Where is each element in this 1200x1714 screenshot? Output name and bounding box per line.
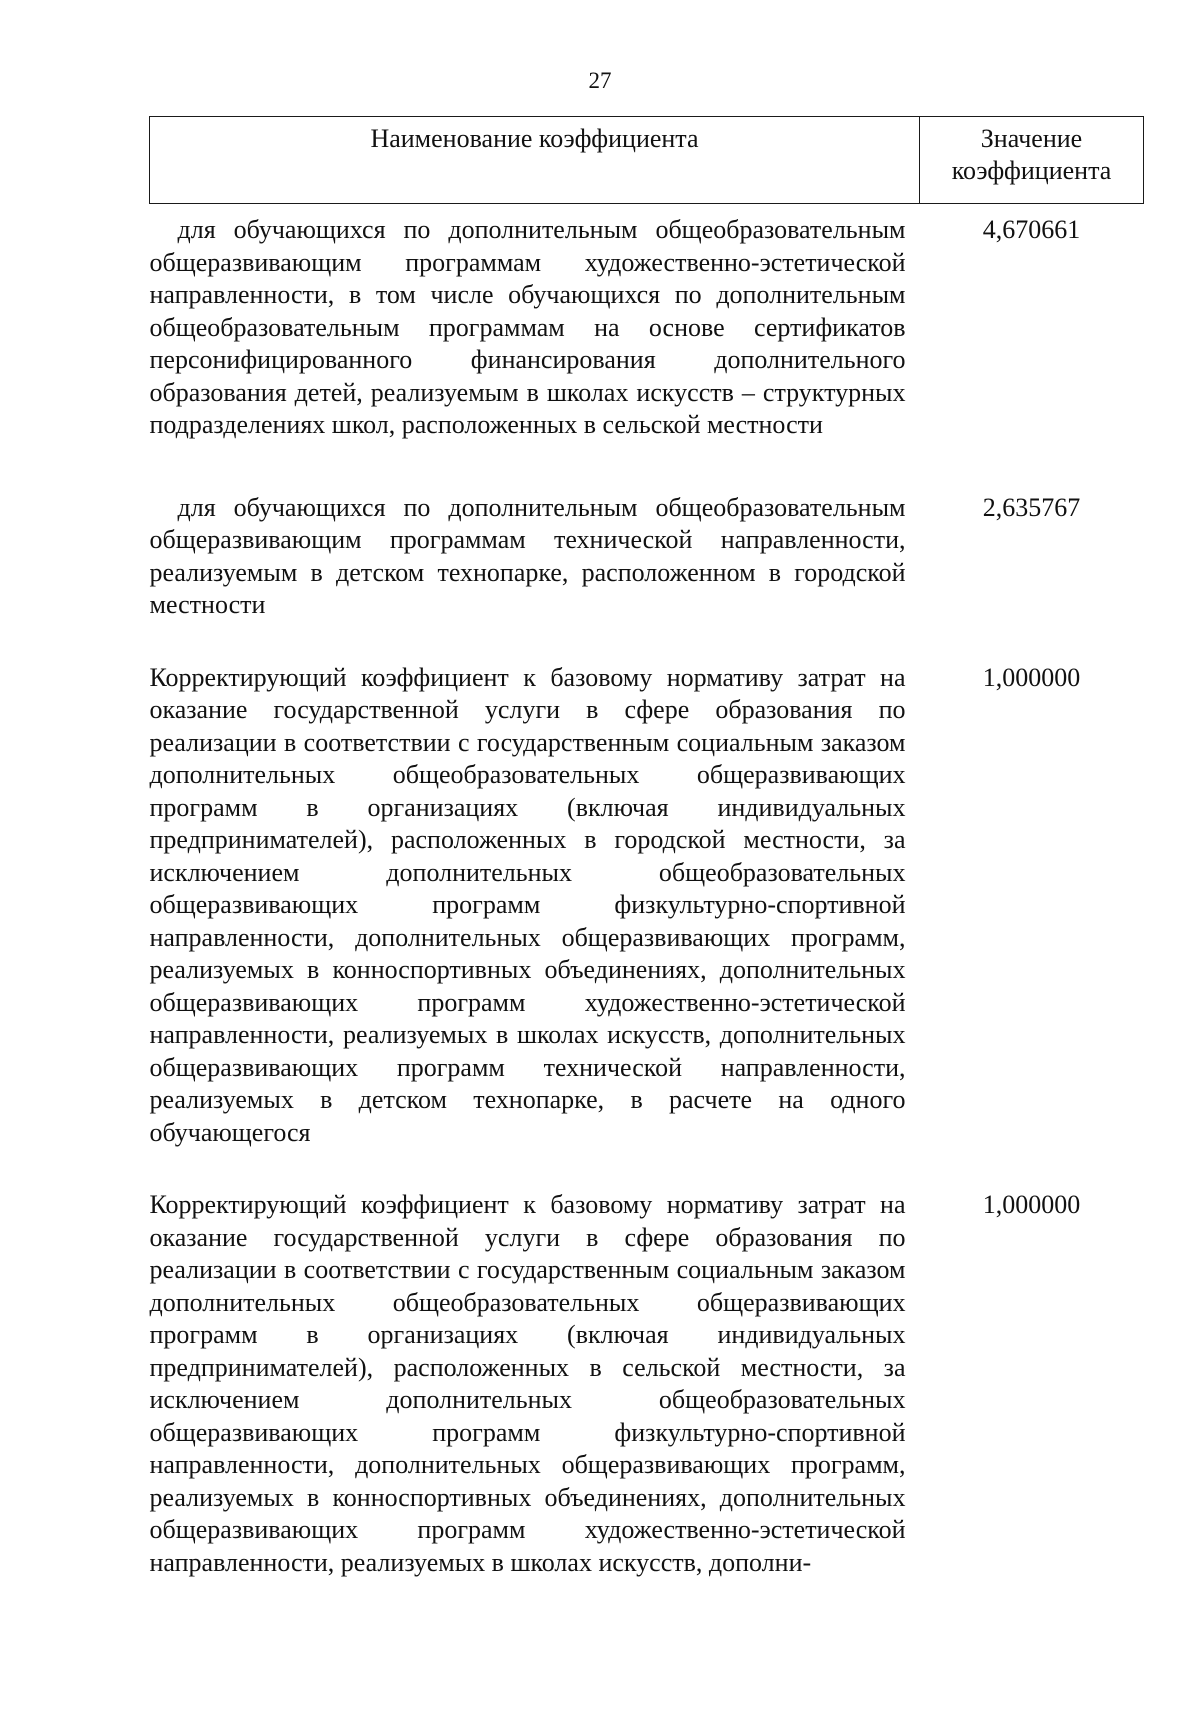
coefficient-value: 1,000000: [982, 662, 1081, 692]
table-header-row: [150, 117, 1144, 204]
coefficient-value: 4,670661: [982, 215, 1081, 244]
coefficient-description: для обучающихся по дополнительным общеобразовательным общеразвивающим программам технической направленности, реализуемым в детском технопарке, расположенном в городской местности: [149, 492, 906, 619]
header-coefficient-value: Значение коэффициента: [920, 117, 1144, 204]
page-number: 27: [588, 68, 612, 93]
table-row: [150, 1189, 1144, 1579]
table-row: [150, 662, 1144, 1150]
coefficient-description: Корректирующий коэффициент к базовому нормативу затрат на оказание государственной услуги в сфере образования по реализации в соответствии с государственным социальным заказом дополнительных общеобразовательных общеразвивающих программ в организациях (включая индивидуальных предпринимателей), расположенных в городской местности, за исключением дополнительных общеобразовательных общеразвивающих программ физкультурно-спортивной направленности, дополнительных общеразвивающих программ, реализуемых в конноспортивных объединениях, дополнительных общеразвивающих программ художественно-эстетической направленности, реализуемых в школах искусств, дополнительных общеразвивающих программ технической направленности, реализуемых в детском технопарке, в расчете на одного обучающегося: [149, 662, 906, 1147]
header-coefficient-name: Наименование коэффициента: [150, 117, 920, 204]
table-row: [150, 492, 1144, 622]
coefficient-value: 1,000000: [982, 1190, 1081, 1219]
coefficient-description: для обучающихся по дополнительным общеобразовательным общеразвивающим программам художественно-эстетической направленности, в том числе обучающихся по дополнительным общеобразовательным программам на основе сертификатов персонифицированного финансирования дополнительного образования детей, реализуемым в школах искусств – структурных подразделениях школ, расположенных в сельской местности: [149, 215, 906, 439]
coefficients-table: [149, 116, 1144, 1579]
coefficient-description: Корректирующий коэффициент к базовому нормативу затрат на оказание государственной услуги в сфере образования по реализации в соответствии с государственным социальным заказом дополнительных общеобразовательных общеразвивающих программ в организациях (включая индивидуальных предпринимателей), расположенных в сельской местности, за исключением дополнительных общеобразовательных общеразвивающих программ физкультурно-спортивной направленности, дополнительных общеразвивающих программ, реализуемых в конноспортивных объединениях, дополнительных общеразвивающих программ художественно-эстетической направленности, реализуемых в школах искусств, дополни-: [149, 1190, 906, 1577]
coefficient-value: 2,635767: [982, 492, 1081, 522]
table-row: [150, 214, 1144, 442]
